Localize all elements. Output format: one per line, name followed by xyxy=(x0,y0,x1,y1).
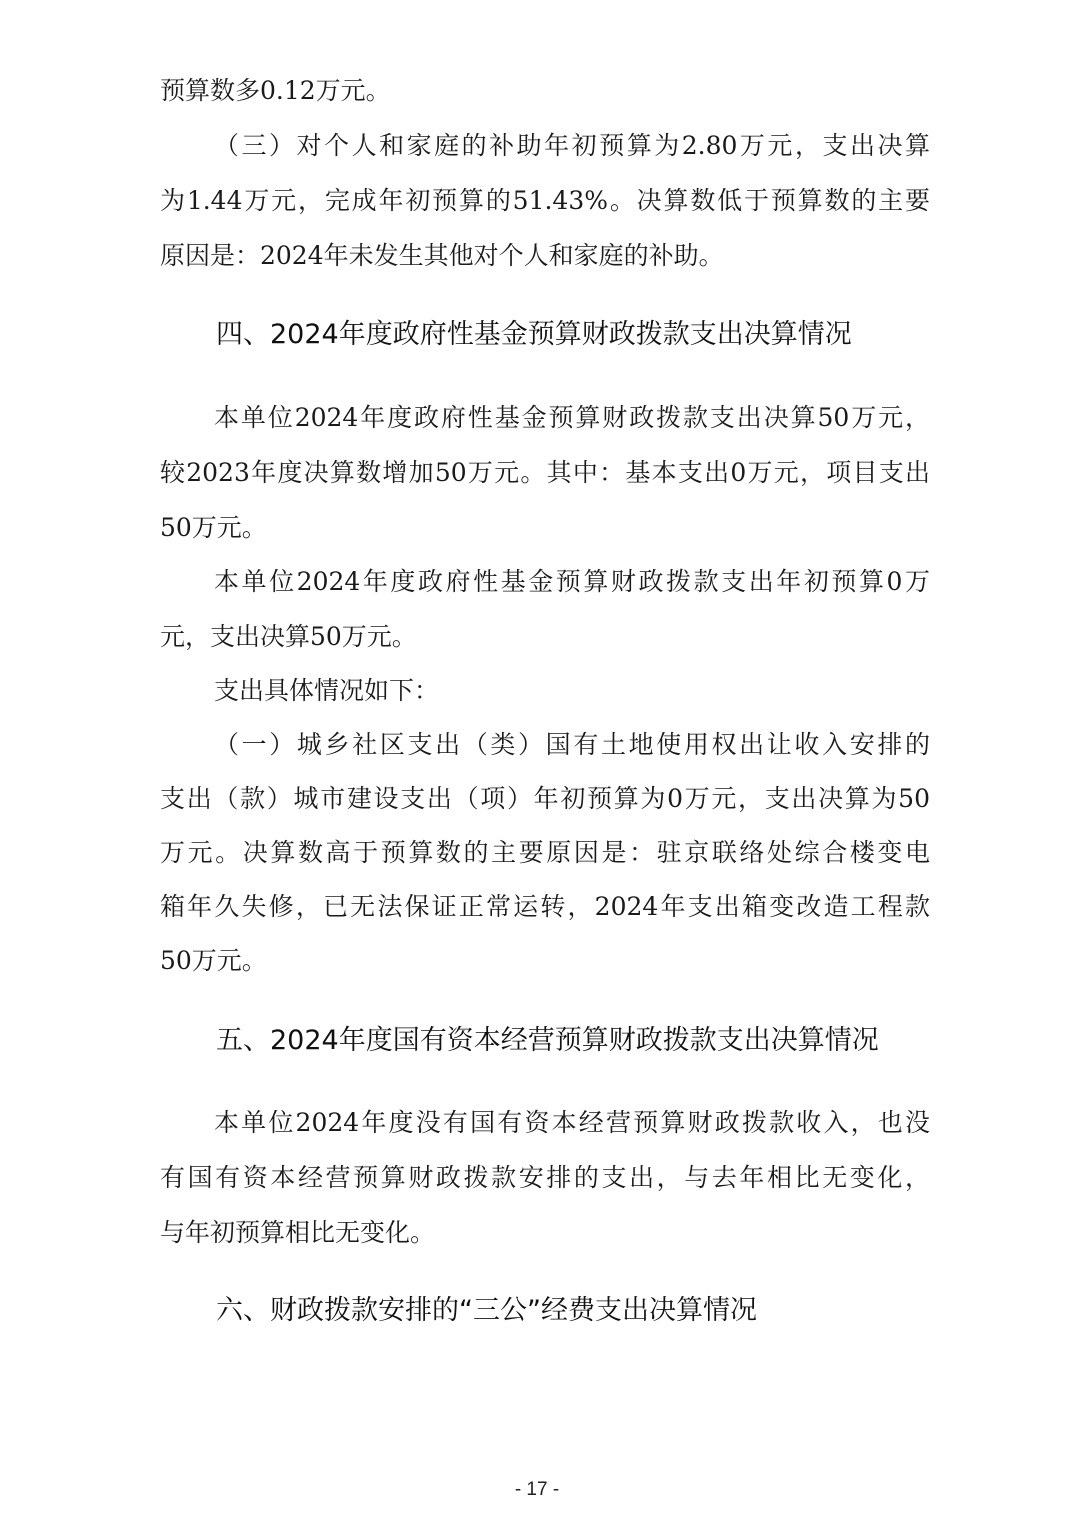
paragraph-line: 万元。决算数高于预算数的主要原因是：驻京联络处综合楼变电 xyxy=(160,838,930,867)
paragraph-line: （三）对个人和家庭的补助年初预算为2.80万元，支出决算 xyxy=(214,131,930,160)
paragraph-line: 本单位2024年度政府性基金预算财政拨款支出年初预算0万 xyxy=(214,567,930,596)
paragraph-line: 原因是：2024年未发生其他对个人和家庭的补助。 xyxy=(160,241,724,270)
paragraph-line: （一）城乡社区支出（类）国有土地使用权出让收入安排的 xyxy=(214,730,930,759)
paragraph-line: 支出（款）城市建设支出（项）年初预算为0万元，支出决算为50 xyxy=(160,784,930,813)
paragraph-line: 支出具体情况如下： xyxy=(214,676,440,705)
paragraph-line: 50万元。 xyxy=(160,946,267,975)
section-heading-4: 四、2024年度政府性基金预算财政拨款支出决算情况 xyxy=(216,319,852,350)
section-heading-5: 五、2024年度国有资本经营预算财政拨款支出决算情况 xyxy=(216,1025,879,1056)
paragraph-line: 50万元。 xyxy=(160,513,267,542)
paragraph-line: 预算数多0.12万元。 xyxy=(160,76,391,105)
paragraph-line: 本单位2024年度政府性基金预算财政拨款支出决算50万元， xyxy=(214,403,930,432)
section-heading-6: 六、财政拨款安排的“三公”经费支出决算情况 xyxy=(216,1295,757,1326)
page-number: - 17 - xyxy=(514,1479,560,1500)
paragraph-line: 有国有资本经营预算财政拨款安排的支出，与去年相比无变化， xyxy=(160,1163,930,1192)
paragraph-line: 为1.44万元，完成年初预算的51.43%。决算数低于预算数的主要 xyxy=(160,186,930,215)
paragraph-line: 较2023年度决算数增加50万元。其中：基本支出0万元，项目支出 xyxy=(160,458,930,487)
paragraph-line: 本单位2024年度没有国有资本经营预算财政拨款收入，也没 xyxy=(214,1108,930,1137)
paragraph-line: 箱年久失修，已无法保证正常运转，2024年支出箱变改造工程款 xyxy=(160,892,930,921)
paragraph-line: 元，支出决算50万元。 xyxy=(160,622,417,651)
paragraph-line: 与年初预算相比无变化。 xyxy=(160,1218,436,1247)
